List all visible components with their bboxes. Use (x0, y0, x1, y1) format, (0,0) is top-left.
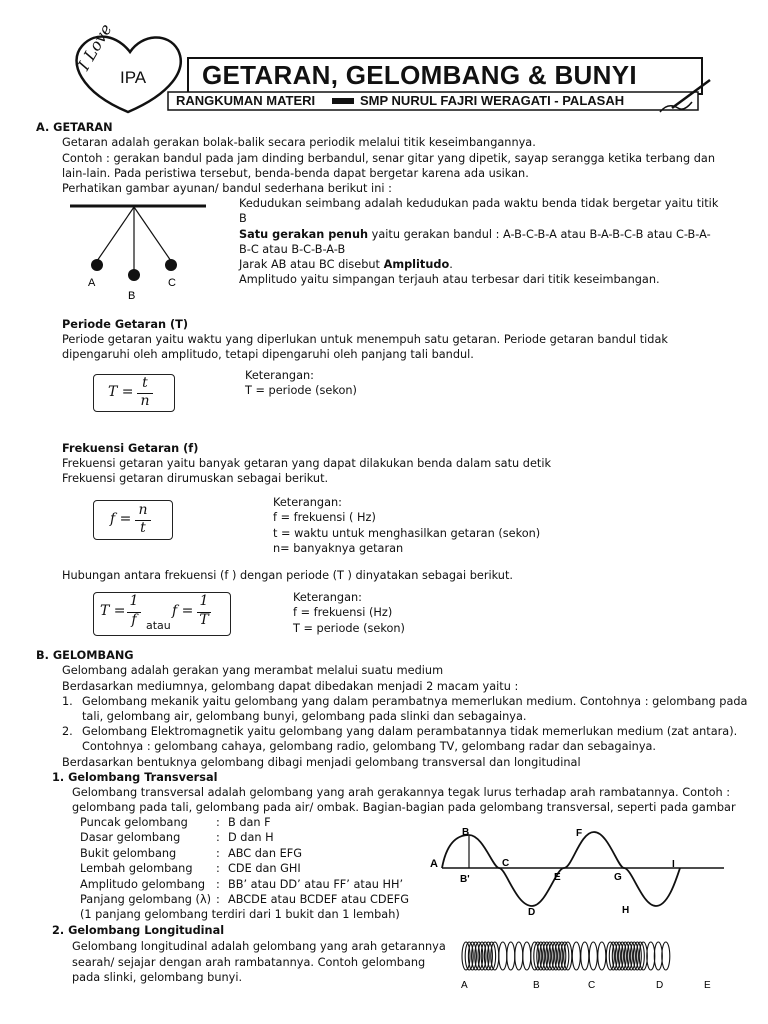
wave-note: (1 panjang gelombang terdiri dari 1 bukit dan 1 lembah) (80, 908, 400, 921)
header-love: I Love (74, 20, 116, 74)
wave-label-a: A (430, 858, 438, 870)
wave-part-sep: : (216, 847, 220, 860)
formula-hub-num2: 1 (199, 593, 209, 609)
wave-label-i: I (672, 859, 675, 870)
wave-part-row: Bukit gelombang (80, 847, 177, 860)
mekanik-2: tali, gelombang air, gelombang bunyi, gelombang pada slinki dan sebagainya. (82, 710, 527, 723)
header-title: GETARAN, GELOMBANG & BUNYI (202, 60, 637, 90)
slinky-coils (462, 942, 670, 970)
frekuensi-title: Frekuensi Getaran (f) (62, 442, 199, 455)
wave-part-sep: : (216, 862, 220, 875)
wave-label-f: F (576, 828, 583, 839)
slinky-label-a: A (461, 980, 468, 991)
slinky-coil (499, 942, 507, 970)
ket1-l1: T = periode (sekon) (245, 384, 357, 397)
wave-label-g: G (614, 872, 622, 883)
gelombang-definition: Gelombang adalah gerakan yang merambat melalui suatu medium (62, 664, 444, 677)
wave-part-value: BB’ atau DD’ atau FF’ atau HH’ (228, 878, 404, 891)
formula-hub-lhs1: T = (100, 603, 126, 619)
formula-periode (93, 374, 175, 412)
longitudinal-p3: pada slinki, gelombang bunyi. (72, 971, 243, 984)
slinky-coil (507, 942, 515, 970)
getaran-example-2: lain-lain. Pada peristiwa tersebut, benda-benda dapat bergetar karena ada usikan. (62, 167, 529, 180)
ket2-l2: t = waktu untuk menghasilkan getaran (sekon) (273, 527, 541, 540)
gerakan-penuh-rest: yaitu gerakan bandul : A-B-C-B-A atau B-A-B-C-B atau C-B-A- (368, 228, 711, 241)
ket3-l2: T = periode (sekon) (293, 622, 405, 635)
slinky-label-c: C (588, 980, 596, 991)
wave-label-d: D (528, 907, 536, 918)
slinky-coil (581, 942, 589, 970)
jarak-pre: Jarak AB atau BC disebut (239, 258, 384, 271)
getaran-example-1: Contoh : gerakan bandul pada jam dinding berbandul, senar gitar yang dipetik, sayap serangga ketika terbang dan (62, 152, 715, 165)
transverse-wave-figure (428, 820, 728, 920)
longitudinal-p2: searah/ sejajar dengan arah rambatannya. Contoh gelombang (72, 956, 426, 969)
formula-hub-den1: f (131, 612, 137, 628)
slinky-coil (572, 942, 580, 970)
formula-frekuensi-den: t (140, 520, 146, 536)
pendulum-label-b: B (128, 290, 136, 302)
transversal-p1: Gelombang transversal adalah gelombang yang arah gerakannya tegak lurus terhadap arah rambatannya. Contoh : (72, 786, 731, 799)
section-a-heading: A. GETARAN (36, 121, 113, 134)
longitudinal-title: 2. Gelombang Longitudinal (52, 924, 225, 937)
formula-periode-num: t (142, 375, 148, 391)
slinky-coil (662, 942, 670, 970)
wave-label-e: E (554, 872, 561, 883)
pendulum-label-c: C (168, 277, 176, 289)
periode-p1: Periode getaran yaitu waktu yang diperlukan untuk menempuh satu getaran. Periode getaran bandul tidak (62, 333, 668, 346)
gelombang-medium: Berdasarkan mediumnya, gelombang dapat dibedakan menjadi 2 macam yaitu : (62, 680, 519, 693)
slinky-coil (515, 942, 523, 970)
ket3-title: Keterangan: (293, 591, 362, 604)
header-subtitle-right: SMP NURUL FAJRI WERAGATI - PALASAH (360, 93, 625, 108)
elektromagnetik-2: Contohnya : gelombang cahaya, gelombang radio, gelombang TV, gelombang radar dan sebagainya. (82, 740, 657, 753)
wave-label-h: H (622, 905, 630, 916)
wave-part-value: ABCDE atau BCDEF atau CDEFG (228, 893, 409, 906)
slinky-coil (598, 942, 606, 970)
wave-part-sep: : (216, 878, 220, 891)
mekanik-1: Gelombang mekanik yaitu gelombang yang dalam perambatnya memerlukan medium. Contohnya : gelombang pada (82, 695, 748, 708)
wave-part-sep: : (216, 893, 220, 906)
periode-title: Periode Getaran (T) (62, 318, 188, 331)
pendulum-string-a (97, 207, 134, 261)
wave-part-row: Puncak gelombang (80, 816, 188, 829)
frekuensi-p1: Frekuensi getaran yaitu banyak getaran yang dapat dilakukan benda dalam satu detik (62, 457, 552, 470)
formula-frekuensi-lhs: f = (110, 511, 132, 527)
header-ipa: IPA (120, 68, 147, 87)
pendulum-intro: Perhatikan gambar ayunan/ bandul sederhana berikut ini : (62, 182, 392, 195)
subtitle-divider (332, 98, 354, 104)
formula-periode-den: n (140, 393, 150, 409)
header-subtitle-left: RANGKUMAN MATERI (176, 93, 316, 108)
wave-part-sep: : (216, 816, 220, 829)
formula-hub-den2: T (199, 612, 209, 628)
wave-part-value: D dan H (228, 831, 274, 844)
ket2-l1: f = frekuensi ( Hz) (273, 511, 376, 524)
elektromagnetik-1: Gelombang Elektromagnetik yaitu gelombang yang dalam perambatannya tidak memerlukan medium (zat antara). (82, 725, 738, 738)
wave-curve (442, 832, 680, 906)
gerakan-penuh-1 (239, 227, 711, 242)
pendulum-bob-b (128, 269, 140, 281)
formula-frekuensi-num: n (138, 502, 148, 518)
wave-part-sep: : (216, 831, 220, 844)
pendulum-bob-c (165, 259, 177, 271)
ket3-l1: f = frekuensi (Hz) (293, 606, 393, 619)
frekuensi-p2: Frekuensi getaran dirumuskan sebagai berikut. (62, 472, 329, 485)
bentuk-gelombang: Berdasarkan bentuknya gelombang dibagi menjadi gelombang transversal dan longitudinal (62, 756, 581, 769)
slinky-label-d: D (656, 980, 664, 991)
gerakan-penuh-bold: Satu gerakan penuh (239, 228, 369, 241)
periode-p2: dipengaruhi oleh amplitudo, tetapi dipengaruhi oleh panjang tali bandul. (62, 348, 474, 361)
wave-part-row: Lembah gelombang (80, 862, 193, 875)
jarak-post: . (449, 258, 453, 271)
formula-hub-lhs2: f = (172, 603, 194, 619)
list-num-1: 1. (62, 695, 73, 708)
list-num-2: 2. (62, 725, 73, 738)
hubungan-text: Hubungan antara frekuensi (f ) dengan periode (T ) dinyatakan sebagai berikut. (62, 569, 513, 582)
jarak-amplitudo (239, 257, 453, 272)
wave-part-row: Dasar gelombang (80, 831, 181, 844)
slinky-label-e: E (704, 980, 711, 991)
formula-periode-lhs: T = (108, 384, 134, 400)
slinky-coil (523, 942, 531, 970)
formula-hub-num1: 1 (129, 593, 139, 609)
slinky-coil (589, 942, 597, 970)
longitudinal-p1: Gelombang longitudinal adalah gelombang yang arah getarannya (72, 940, 446, 953)
pendulum-bob-a (91, 259, 103, 271)
transversal-p2: gelombang pada tali, gelombang pada air/ ombak. Bagian-bagian pada gelombang transversal, seperti pada gambar (72, 801, 736, 814)
wave-part-row: Amplitudo gelombang (80, 878, 206, 891)
pendulum-string-c (134, 207, 171, 261)
amplitudo-bold: Amplitudo (383, 258, 450, 271)
wave-part-value: ABC dan EFG (228, 847, 302, 860)
gerakan-penuh-2: B-C atau B-C-B-A-B (239, 243, 346, 256)
ket1-title: Keterangan: (245, 369, 314, 382)
wave-label-b: B (462, 827, 470, 838)
formula-hubungan (93, 592, 231, 636)
kedudukan-seimbang-2: B (239, 212, 247, 225)
getaran-definition: Getaran adalah gerakan bolak-balik secara periodik melalui titik keseimbangannya. (62, 136, 536, 149)
pendulum-figure (66, 198, 226, 308)
ket2-title: Keterangan: (273, 496, 342, 509)
ket2-l3: n= banyaknya getaran (273, 542, 404, 555)
slinky-label-b: B (533, 980, 540, 991)
pendulum-label-a: A (88, 277, 96, 289)
wave-part-value: B dan F (228, 816, 271, 829)
wave-part-value: CDE dan GHI (228, 862, 301, 875)
slinky-figure (458, 936, 728, 998)
wave-part-row: Panjang gelombang (λ) (80, 893, 212, 906)
slinky-coil (654, 942, 662, 970)
section-b-heading: B. GELOMBANG (36, 649, 134, 662)
wave-label-b1: B' (460, 874, 470, 885)
kedudukan-seimbang-1: Kedudukan seimbang adalah kedudukan pada waktu benda tidak bergetar yaitu titik (239, 197, 719, 210)
formula-hub-atau: atau (146, 619, 171, 632)
transversal-title: 1. Gelombang Transversal (52, 771, 218, 784)
amplitudo-definition: Amplitudo yaitu simpangan terjauh atau terbesar dari titik keseimbangan. (239, 273, 660, 286)
formula-frekuensi (93, 500, 173, 540)
wave-label-c: C (502, 858, 510, 869)
slinky-coil (647, 942, 655, 970)
page-header (60, 22, 720, 118)
